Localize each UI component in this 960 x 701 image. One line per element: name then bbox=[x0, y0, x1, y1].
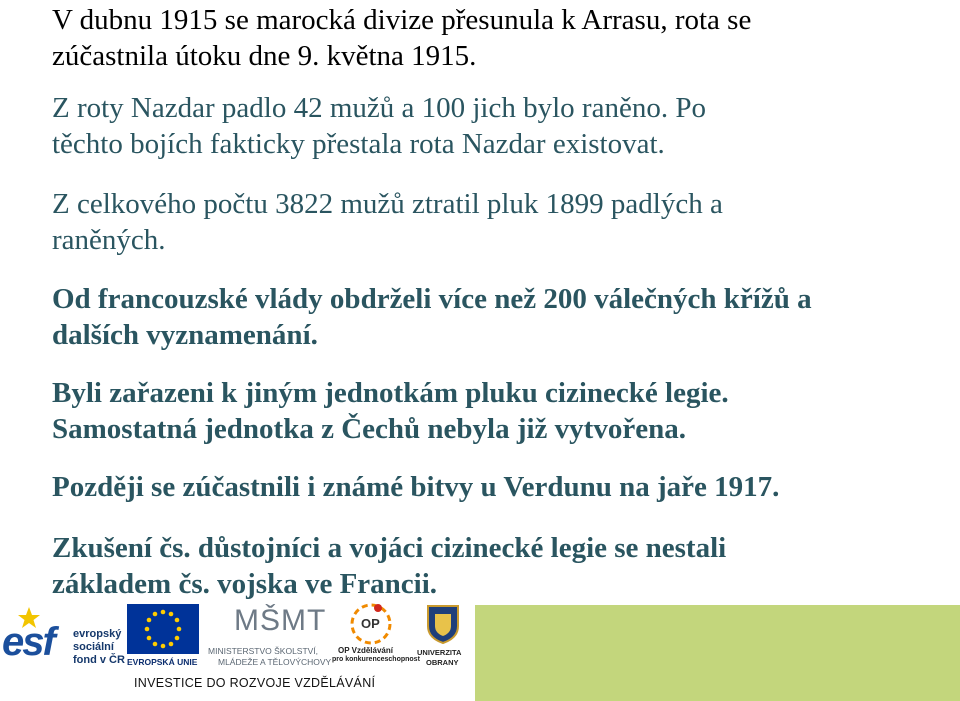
paragraph-losses-nazdar bbox=[52, 90, 706, 162]
eu-flag-icon bbox=[127, 604, 199, 654]
msmt-abbr: MŠMT bbox=[234, 604, 327, 637]
paragraph-regiment-losses bbox=[52, 186, 723, 258]
green-decorative-bar bbox=[475, 605, 960, 701]
univ-line-1: UNIVERZITA bbox=[417, 648, 462, 657]
text-line: dalších vyznamenání. bbox=[52, 319, 318, 351]
esf-line-2: sociální bbox=[73, 641, 114, 653]
paragraph-arras bbox=[52, 2, 751, 74]
paragraph-verdun bbox=[52, 469, 779, 505]
eu-logo bbox=[124, 604, 202, 670]
msmt-line-2: MLÁDEŽE A TĚLOVÝCHOVY bbox=[218, 657, 332, 667]
paragraph-officers bbox=[52, 530, 726, 602]
shield-icon bbox=[426, 604, 460, 644]
text-line: raněných. bbox=[52, 224, 166, 256]
msmt-logo bbox=[206, 602, 330, 670]
text-line: Samostatná jednotka z Čechů nebyla již vytvořena. bbox=[52, 413, 686, 445]
text-line: Z roty Nazdar padlo 42 mužů a 100 jich bylo raněno. Po bbox=[52, 92, 706, 124]
text-line: Byli zařazeni k jiným jednotkám pluku cizinecké legie. bbox=[52, 377, 729, 409]
text-line: Od francouzské vlády obdrželi více než 200 válečných křížů a bbox=[52, 283, 812, 315]
text-line: těchto bojích fakticky přestala rota Nazdar existovat. bbox=[52, 128, 665, 160]
esf-logo bbox=[0, 602, 124, 670]
paragraph-decorations bbox=[52, 281, 812, 353]
paragraph-reassignment bbox=[52, 375, 729, 447]
text-line: zúčastnila útoku dne 9. května 1915. bbox=[52, 40, 477, 72]
univerzita-obrany-logo bbox=[414, 602, 472, 670]
op-line-2: pro konkurenceschopnost bbox=[332, 656, 420, 663]
text-line: Z celkového počtu 3822 mužů ztratil pluk 1899 padlých a bbox=[52, 188, 723, 220]
text-line: V dubnu 1915 se marocká divize přesunula k Arrasu, rota se bbox=[52, 4, 752, 36]
eu-label: EVROPSKÁ UNIE bbox=[127, 657, 198, 667]
text-line: základem čs. vojska ve Francii. bbox=[52, 568, 438, 600]
banner-tagline: INVESTICE DO ROZVOJE VZDĚLÁVÁNÍ bbox=[134, 676, 376, 690]
op-abbr: OP bbox=[361, 616, 380, 631]
esf-line-3: fond v ČR bbox=[73, 654, 125, 666]
univ-line-2: OBRANY bbox=[426, 658, 459, 667]
text-line: Zkušení čs. důstojníci a vojáci cizinecké legie se nestali bbox=[52, 532, 727, 564]
msmt-line-1: MINISTERSTVO ŠKOLSTVÍ, bbox=[208, 646, 319, 656]
op-line-1: OP Vzdělávání bbox=[338, 646, 393, 655]
esf-line-1: evropský bbox=[73, 628, 122, 640]
esf-abbr: esf bbox=[2, 620, 54, 664]
text-line: Později se zúčastnili i známé bitvy u Verdunu na jaře 1917. bbox=[52, 471, 780, 503]
op-vk-logo bbox=[330, 600, 420, 668]
